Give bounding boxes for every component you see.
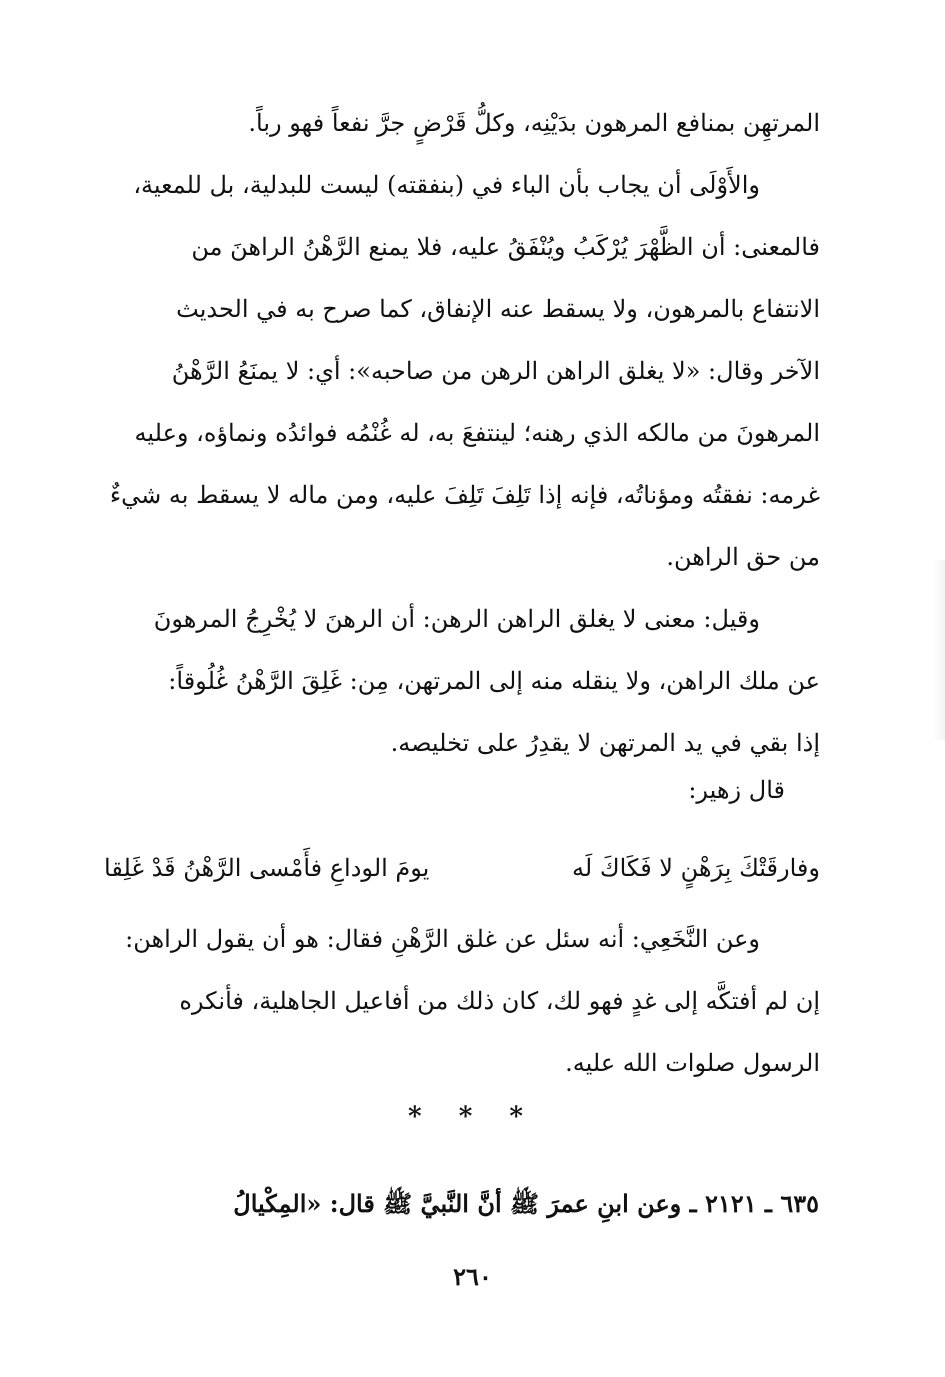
section-divider: * * * [408,1102,537,1132]
text-line: إذا بقي في يد المرتهن لا يقدِرُ على تخليصه. [390,729,820,757]
text-line: فالمعنى: أن الظَّهْرَ يُرْكَبُ ويُنْفَقُ عليه، فلا يمنع الرَّهْنُ الراهنَ من [191,233,820,261]
hadith-heading: ٦٣٥ ـ ٢١٢١ ـ وعن ابنِ عمرَ ﷺ أنَّ النَّبيَّ ﷺ قال: «المِكْيالُ [233,1189,819,1218]
text-line: المرتهِن بمنافع المرهون بدَيْنِه، وكلُّ قَرْضٍ جرَّ نفعاً فهو رباً. [248,109,820,137]
text-line: إن لم أفتكَّه إلى غدٍ فهو لك، كان ذلك من أفاعيل الجاهلية، فأنكره [179,987,820,1015]
poem-intro: قال زهير: [688,776,785,804]
commentary-paragraph-2 [104,588,820,774]
commentary-paragraph-3 [104,908,820,1094]
text-line: الآخر وقال: «لا يغلق الراهن الرهن من صاحبه»: أي: لا يمنَعُ الرَّهْنُ [171,357,820,385]
poem-verse [104,842,820,894]
text-line: الانتفاع بالمرهون، ولا يسقط عنه الإنفاق، كما صرح به في الحديث [176,295,820,323]
text-line: عن ملك الراهن، ولا ينقله منه إلى المرتهن، مِن: غَلِقَ الرَّهْنُ غُلُوقاً: [168,667,820,695]
text-line: الرسول صلوات الله عليه. [565,1049,820,1077]
page-edge-shadow [932,560,945,740]
verse-second-hemistich: يومَ الوداعِ فأَمْسى الرَّهْنُ قَدْ غَلِقا [104,854,430,882]
text-line: المرهونَ من مالكه الذي رهنه؛ لينتفعَ به، له غُنْمُه فوائدُه ونماؤه، وعليه [134,419,820,447]
text-line: غرمه: نفقتُه ومؤناتُه، فإنه إذا تَلِفَ تَلِفَ عليه، ومن ماله لا يسقط به شيءٌ [109,481,820,509]
text-line: من حق الراهن. [666,543,820,571]
page-number: ٢٦٠ [453,1262,492,1291]
text-line: وعن النَّخَعِي: أنه سئل عن غلق الرَّهْنِ فقال: هو أن يقول الراهن: [125,925,760,953]
text-line: والأَوْلَى أن يجاب بأن الباء في (بنفقته) ليست للبدلية، بل للمعية، [133,171,760,199]
verse-first-hemistich: وفارقَتْكَ بِرَهْنٍ لا فَكَاكَ لَه [572,854,820,882]
text-line: وقيل: معنى لا يغلق الراهن الرهن: أن الرهنَ لا يُخْرِجُ المرهونَ [153,605,760,633]
commentary-paragraph-1 [104,92,820,588]
